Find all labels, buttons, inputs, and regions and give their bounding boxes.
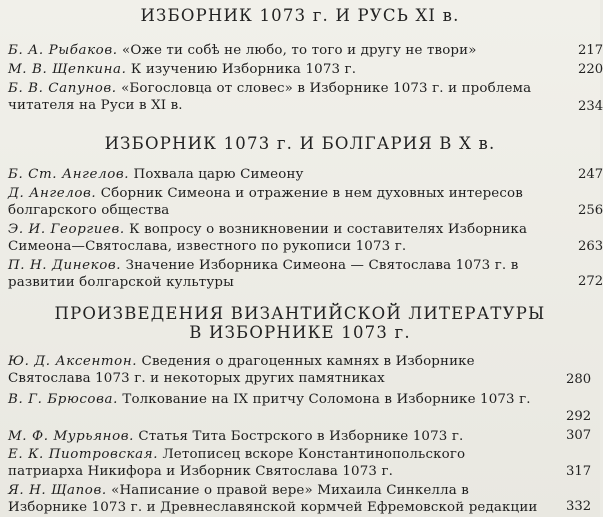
entry-title: «Богословца от словес» в Изборнике 1073 г. и проблема читателя на Руси в XI в. [8, 81, 532, 113]
entry-author: Ю. Д. Аксентон. [8, 354, 138, 369]
toc-entry [8, 391, 538, 408]
toc-entry [8, 257, 564, 291]
entry-title: Сведения о драгоценных камнях в Изборнике Святослава 1073 г. и некоторых других памятниках [8, 354, 475, 386]
toc-entry [8, 428, 538, 445]
toc-entry [8, 166, 564, 183]
entry-author: П. Н. Динеков. [8, 258, 122, 273]
entry-title: Сборник Симеона и отражение в нем духовных интересов болгарского общества [8, 186, 523, 218]
entry-title: Толкование на IX притчу Соломона в Изборнике 1073 г. [122, 392, 531, 407]
entry-author: Б. Ст. Ангелов. [8, 167, 130, 182]
entry-author: М. В. Щепкина. [8, 62, 127, 77]
page-number: 272 [578, 274, 603, 289]
page-number: 292 [566, 409, 592, 424]
page-number: 247 [578, 167, 603, 182]
page-number: 263 [578, 239, 603, 254]
entry-title: «Оже ти собѣ не любо, то того и другу не твори» [122, 43, 477, 58]
section-heading-byzantine-line2: В ИЗБОРНИКЕ 1073 г. [189, 323, 411, 342]
toc-entry [8, 185, 564, 219]
entry-title: Статья Тита Бострского в Изборнике 1073 г. [138, 429, 464, 444]
page-number: 280 [566, 372, 592, 387]
entry-title: К изучению Изборника 1073 г. [130, 62, 357, 77]
entry-author: Д. Ангелов. [8, 186, 97, 201]
entry-author: Я. Н. Щапов. [8, 483, 107, 498]
entry-author: Б. А. Рыбаков. [8, 43, 118, 58]
section-heading-bulgaria: ИЗБОРНИК 1073 г. И БОЛГАРИЯ В X в. [104, 134, 496, 153]
entry-title: Значение Изборника Симеона — Святослава 1073 г. в развитии болгарской культуры [8, 258, 519, 290]
page-number: 256 [578, 203, 603, 218]
toc-entry [8, 221, 564, 255]
section-heading-byzantine-line1: ПРОИЗВЕДЕНИЯ ВИЗАНТИЙСКОЙ ЛИТЕРАТУРЫ [54, 304, 546, 323]
toc-entry [8, 61, 564, 78]
entry-author: Б. В. Сапунов. [8, 81, 117, 96]
toc-entry [8, 446, 538, 480]
page-number: 234 [578, 99, 603, 114]
toc-entry [8, 482, 538, 516]
section-heading-rus: ИЗБОРНИК 1073 г. И РУСЬ XI в. [140, 6, 460, 25]
entry-author: Э. И. Георгиев. [8, 222, 125, 237]
entry-title: К вопросу о возникновении и составителях Изборника Симеона—Святослава, известного по рукописи 1073 г. [8, 222, 528, 254]
page-number: 317 [566, 464, 592, 479]
entry-title: Похвала царю Симеону [133, 167, 304, 182]
toc-entry [8, 80, 564, 114]
page-number: 217 [578, 43, 603, 58]
entry-author: В. Г. Брюсова. [8, 392, 118, 407]
toc-entry [8, 353, 538, 387]
entry-title: Летописец вскоре Константинопольского патриарха Никифора и Изборник Святослава 1073 г. [8, 447, 466, 479]
entry-author: М. Ф. Мурьянов. [8, 429, 134, 444]
toc-entry [8, 42, 564, 59]
page-number: 307 [566, 428, 592, 443]
entry-title: «Написание о правой вере» Михаила Синкелла в Изборнике 1073 г. и Древнеславянской кормчей Ефремовской редакции [8, 483, 538, 515]
page-number: 220 [578, 62, 603, 77]
entry-author: Е. К. Пиотровская. [8, 447, 159, 462]
page-number: 332 [566, 499, 592, 514]
